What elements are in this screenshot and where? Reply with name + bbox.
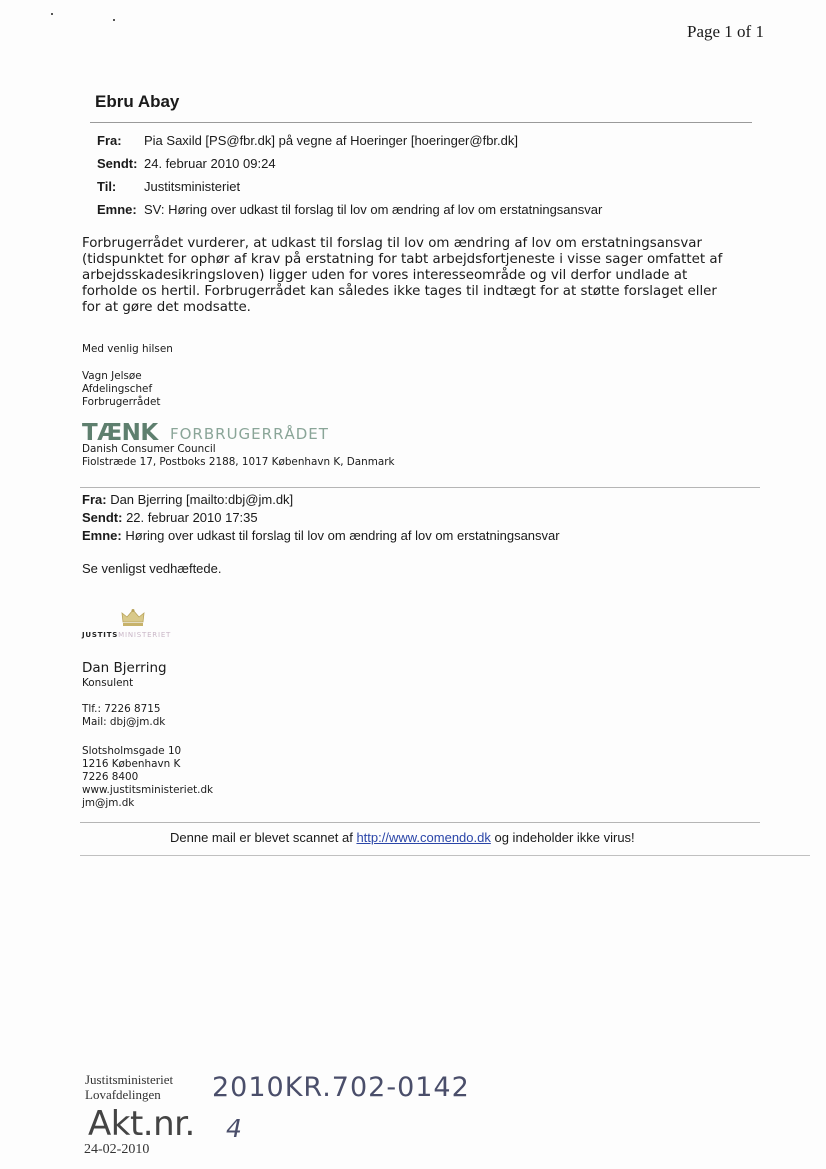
taenk-logo-subtitle: FORBRUGERRÅDET xyxy=(170,425,329,443)
fw-from: Fra: Dan Bjerring [mailto:dbj@jm.dk] xyxy=(82,492,294,507)
message-body: Forbrugerrådet vurderer, at udkast til forslag til lov om ændring af lov om erstatningsansvar (tidspunktet for ophør af krav på erstatning for tabt arbejdsfortjeneste i visse sager omfattet af arbejdsskadesikringsloven) ligger uden for vores interesseområde og vil derfor undlade at forholde os hertil. Forbrugerrådet kan således ikke tages til indtægt for at støtte forslaget eller for at gøre det modsatte. xyxy=(82,236,723,315)
fw-subject: Emne: Høring over udkast til forslag til lov om ændring af lov om erstatningsansvar xyxy=(82,528,560,543)
from-address[interactable]: Pia Saxild [PS@fbr.dk] på vegne af Hoeringer [hoeringer@fbr.dk] xyxy=(144,133,518,148)
header-from: Fra: Pia Saxild [PS@fbr.dk] på vegne af Hoeringer [hoeringer@fbr.dk] xyxy=(97,133,518,148)
footer-divider-bottom xyxy=(80,855,810,856)
header-divider xyxy=(90,122,752,123)
header-to: Til: Justitsministeriet xyxy=(97,179,241,194)
jm-title: Konsulent xyxy=(82,677,134,689)
stamp-ministry: Justitsministeriet Lovafdelingen xyxy=(85,1072,174,1102)
stamp-case-number: 2010KR.702-0142 xyxy=(212,1072,470,1103)
jm-address: Slotsholmsgade 10 1216 København K 7226 8400 www.justitsministeriet.dk jm@jm.dk xyxy=(82,745,214,809)
forward-divider xyxy=(80,487,760,488)
fw-from-address[interactable]: Dan Bjerring [mailto:dbj@jm.dk] xyxy=(110,492,294,507)
stamp-akt-label: Akt.nr. xyxy=(88,1104,195,1144)
stamp-date: 24-02-2010 xyxy=(84,1142,150,1157)
crown-icon xyxy=(120,608,146,628)
jm-name: Dan Bjerring xyxy=(82,660,167,676)
header-sent: Sendt: 24. februar 2010 09:24 xyxy=(97,156,276,171)
signature-block: Vagn Jelsøe Afdelingschef Forbrugerrådet xyxy=(82,370,161,408)
virus-scan-notice: Denne mail er blevet scannet af http://www.comendo.dk og indeholder ikke virus! xyxy=(170,830,635,845)
greeting: Med venlig hilsen xyxy=(82,343,173,355)
taenk-logo: TÆNK xyxy=(82,420,158,446)
scan-speck xyxy=(113,19,115,21)
fw-sent: Sendt: 22. februar 2010 17:35 xyxy=(82,510,258,525)
scan-speck xyxy=(51,13,53,15)
footer-divider-top xyxy=(80,822,760,823)
forwarded-body: Se venligst vedhæftede. xyxy=(82,561,222,576)
header-subject: Emne: SV: Høring over udkast til forslag til lov om ændring af lov om erstatningsansvar xyxy=(97,202,603,217)
jm-email[interactable]: jm@jm.dk xyxy=(82,797,135,809)
jm-contact: Tlf.: 7226 8715 Mail: dbj@jm.dk xyxy=(82,703,166,728)
jm-website[interactable]: www.justitsministeriet.dk xyxy=(82,784,214,796)
comendo-link[interactable]: http://www.comendo.dk xyxy=(356,830,491,845)
mailbox-owner: Ebru Abay xyxy=(95,92,180,111)
council-info: Danish Consumer Council Fiolstræde 17, Postboks 2188, 1017 København K, Danmark xyxy=(82,443,395,468)
justits-logo: JUSTITSMINISTERIET xyxy=(82,631,172,639)
stamp-akt-value: 4 xyxy=(226,1114,242,1143)
page-number: Page 1 of 1 xyxy=(687,22,764,41)
